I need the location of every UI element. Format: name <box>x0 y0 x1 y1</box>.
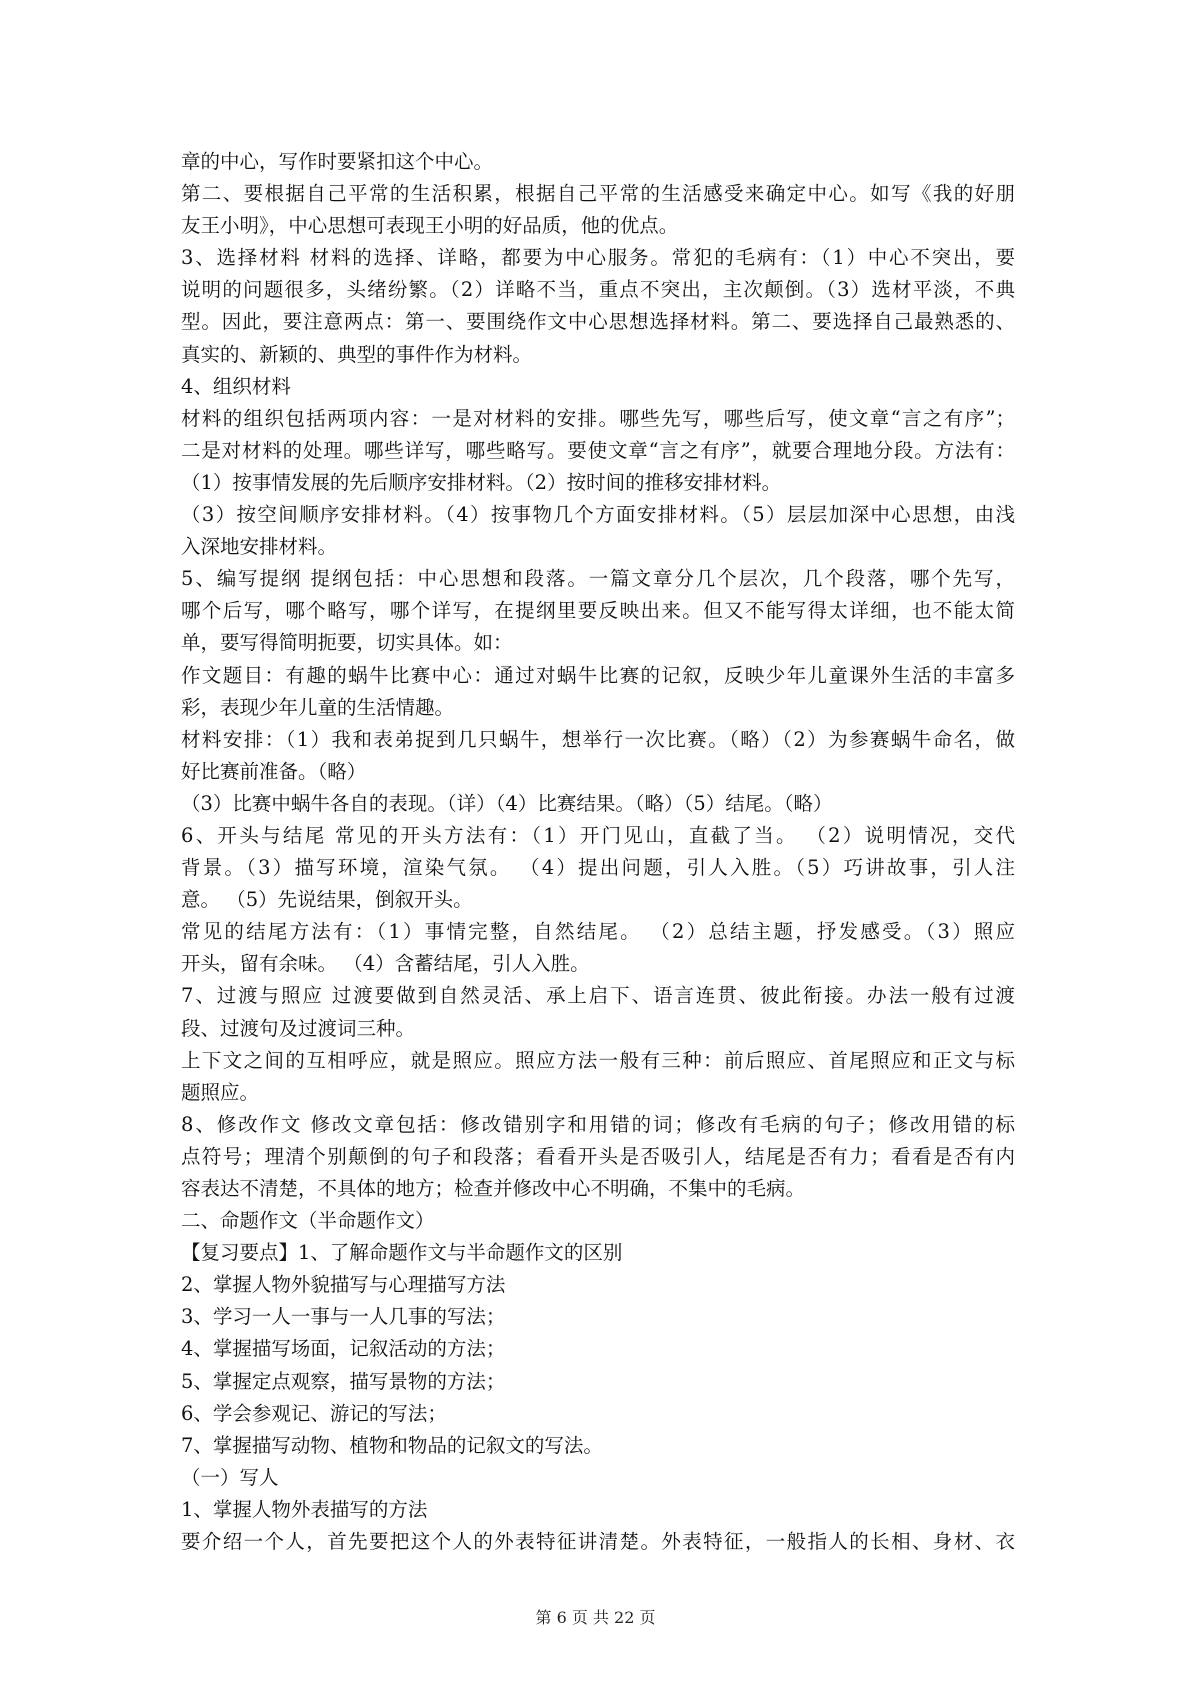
text-line: 2、掌握人物外貌描写与心理描写方法 <box>181 1273 506 1297</box>
text-line: 哪个后写，哪个略写，哪个详写，在提纲里要反映出来。但又不能写得太详细，也不能太简 <box>181 599 1015 623</box>
text-line: 8、修改作文 修改文章包括：修改错别字和用错的词；修改有毛病的句子；修改用错的标 <box>181 1112 1015 1136</box>
text-line: 材料安排：（1）我和表弟捉到几只蜗牛，想举行一次比赛。（略）（2）为参赛蜗牛命名，做 <box>181 727 1015 751</box>
text-line: 说明的问题很多，头绪纷繁。（2）详略不当，重点不突出，主次颠倒。（3）选材平淡，不典 <box>181 278 1015 302</box>
text-line: 6、学会参观记、游记的写法； <box>181 1401 447 1425</box>
text-line: 作文题目：有趣的蜗牛比赛中心：通过对蜗牛比赛的记叙，反映少年儿童课外生活的丰富多 <box>181 663 1015 687</box>
text-line: 背景。（3）描写环境，渲染气氛。 （4）提出问题，引人入胜。（5）巧讲故事，引人注 <box>181 856 1015 880</box>
document-body <box>181 146 1015 1558</box>
text-line: 5、编写提纲 提纲包括：中心思想和段落。一篇文章分几个层次，几个段落，哪个先写， <box>181 567 1015 591</box>
text-line: 【复习要点】1、了解命题作文与半命题作文的区别 <box>181 1241 623 1265</box>
text-line: 1、掌握人物外表描写的方法 <box>181 1497 428 1521</box>
text-line: 二、命题作文（半命题作文） <box>181 1209 435 1233</box>
text-line: 7、掌握描写动物、植物和物品的记叙文的写法。 <box>181 1433 603 1457</box>
text-line: 7、过渡与照应 过渡要做到自然灵活、承上启下、语言连贯、彼此衔接。办法一般有过渡 <box>181 984 1015 1008</box>
page-footer: 第 6 页 共 22 页 <box>535 1608 656 1627</box>
text-line: 二是对材料的处理。哪些详写，哪些略写。要使文章“言之有序”，就要合理地分段。方法有： <box>181 438 1015 462</box>
text-line: 友王小明》，中心思想可表现王小明的好品质，他的优点。 <box>181 214 679 238</box>
text-line: 彩，表现少年儿童的生活情趣。 <box>181 695 455 719</box>
text-line: （3）比赛中蜗牛各自的表现。（详）（4）比赛结果。（略）（5）结尾。（略） <box>181 791 833 815</box>
text-line: 章的中心，写作时要紧扣这个中心。 <box>181 150 494 173</box>
text-line: （1）按事情发展的先后顺序安排材料。（2）按时间的推移安排材料。 <box>181 470 782 494</box>
text-line: 题照应。 <box>181 1080 260 1104</box>
text-line: 上下文之间的互相呼应，就是照应。照应方法一般有三种：前后照应、首尾照应和正文与标 <box>181 1048 1015 1072</box>
text-line: 材料的组织包括两项内容：一是对材料的安排。哪些先写，哪些后写，使文章“言之有序”； <box>181 406 1015 430</box>
text-line: 3、选择材料 材料的选择、详略，都要为中心服务。常犯的毛病有：（1）中心不突出，要 <box>181 246 1015 270</box>
text-line: （一）写人 <box>181 1465 279 1489</box>
text-line: 5、掌握定点观察，描写景物的方法； <box>181 1369 506 1393</box>
text-line: 3、学习一人一事与一人几事的写法； <box>181 1305 506 1329</box>
text-line: 6、开头与结尾 常见的开头方法有：（1）开门见山，直截了当。 （2）说明情况，交代 <box>181 823 1015 847</box>
text-line: 入深地安排材料。 <box>181 535 338 559</box>
text-line: 点符号；理清个别颠倒的句子和段落；看看开头是否吸引人，结尾是否有力；看看是否有内 <box>181 1144 1015 1168</box>
text-line: 开头，留有余味。 （4）含蓄结尾，引人入胜。 <box>181 952 590 976</box>
text-line: （3）按空间顺序安排材料。（4）按事物几个方面安排材料。（5）层层加深中心思想，由浅 <box>181 503 1015 527</box>
text-line: 真实的、新颖的、典型的事件作为材料。 <box>181 342 533 366</box>
text-line: 4、掌握描写场面，记叙活动的方法； <box>181 1337 506 1361</box>
text-line: 好比赛前准备。（略） <box>181 759 367 783</box>
text-line: 要介绍一个人，首先要把这个人的外表特征讲清楚。外表特征，一般指人的长相、身材、衣 <box>181 1530 1015 1554</box>
text-line: 单，要写得简明扼要，切实具体。如： <box>181 631 513 655</box>
text-line: 段、过渡句及过渡词三种。 <box>181 1016 416 1040</box>
text-line: 第二、要根据自己平常的生活积累，根据自己平常的生活感受来确定中心。如写《我的好朋 <box>181 182 1015 206</box>
text-line: 4、组织材料 <box>181 374 291 398</box>
text-line: 常见的结尾方法有：（1）事情完整，自然结尾。 （2）总结主题，抒发感受。（3）照应 <box>181 920 1015 944</box>
text-line: 型。因此，要注意两点：第一、要围绕作文中心思想选择材料。第二、要选择自己最熟悉的、 <box>181 310 1015 334</box>
text-line: 意。 （5）先说结果，倒叙开头。 <box>181 888 473 912</box>
text-line: 容表达不清楚，不具体的地方；检查并修改中心不明确，不集中的毛病。 <box>181 1177 806 1200</box>
